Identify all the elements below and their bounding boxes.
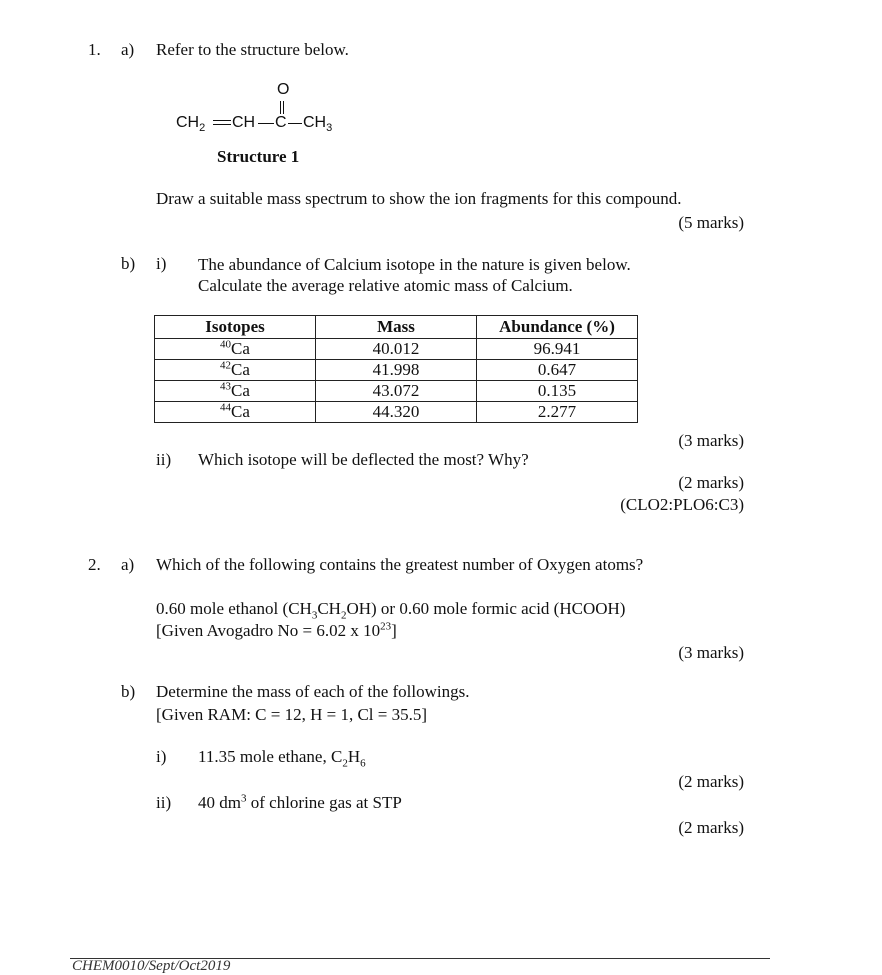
header-isotopes: Isotopes: [155, 316, 316, 339]
q2b-line1: Determine the mass of each of the followings.: [156, 682, 470, 701]
mass-cell: 40.012: [316, 339, 477, 360]
q2a-given: [Given Avogadro No = 6.02 x $10^{23}$]: [156, 620, 397, 640]
q1b-i-marks: (3 marks): [678, 431, 744, 450]
abundance-cell: 96.941: [477, 339, 638, 360]
q2b-i-marks: (2 marks): [678, 772, 744, 791]
carbonyl-double-bond: [280, 101, 284, 114]
q1b-ii-marks: (2 marks): [678, 473, 744, 492]
structure-c: C: [275, 114, 287, 131]
table-row: [155, 339, 638, 360]
table-row: [155, 402, 638, 423]
q2a-marks: (3 marks): [678, 643, 744, 662]
structure-ch3: $CH_3$: [303, 114, 333, 135]
mass-cell: 43.072: [316, 381, 477, 402]
isotope-cell: $^{43}$Ca: [155, 381, 316, 402]
q1b-label: b): [121, 254, 136, 273]
q1b-i-label: i): [156, 254, 167, 273]
table-row: [155, 360, 638, 381]
mass-cell: 41.998: [316, 360, 477, 381]
structure-ch: CH: [232, 114, 256, 131]
single-bond-1: [258, 123, 274, 124]
footer-code: CHEM0010/Sept/Oct2019: [72, 958, 231, 974]
q2b-line2: [Given RAM: C = 12, H = 1, Cl = 35.5]: [156, 705, 428, 724]
q2b-ii-text: 40 $dm^3$ of chlorine gas at STP: [198, 792, 402, 812]
structure-oxygen: O: [277, 81, 290, 98]
q2b-label: b): [121, 682, 136, 701]
abundance-cell: 0.135: [477, 381, 638, 402]
q1a-text: Refer to the structure below.: [156, 40, 349, 59]
structure-caption: Structure 1: [217, 147, 300, 166]
abundance-cell: 2.277: [477, 402, 638, 423]
q1a-label: a): [121, 40, 135, 59]
isotope-cell: $^{40}$Ca: [155, 339, 316, 360]
q2-number: 2.: [88, 555, 101, 574]
double-bond: [213, 120, 231, 125]
table-header-row: [155, 316, 638, 339]
q2b-i-label: i): [156, 747, 167, 766]
q1a-task: Draw a suitable mass spectrum to show the ion fragments for this compound.: [156, 189, 682, 208]
q1-number: 1.: [88, 40, 101, 59]
q2a-options: 0.60 mole ethanol $(CH_3CH_2OH)$ or 0.60 mole formic acid (HCOOH): [156, 599, 626, 622]
clo-reference: (CLO2:PLO6:C3): [620, 495, 744, 514]
header-abundance: Abundance (%): [477, 316, 638, 339]
isotope-cell: $^{42}$Ca: [155, 360, 316, 381]
mass-cell: 44.320: [316, 402, 477, 423]
table-row: [155, 381, 638, 402]
isotope-table: [154, 315, 638, 423]
single-bond-2: [288, 123, 302, 124]
structure-1: [176, 82, 376, 137]
q2a-label: a): [121, 555, 135, 574]
q1b-i-line1: The abundance of Calcium isotope in the nature is given below.: [198, 255, 631, 274]
q2b-ii-label: ii): [156, 793, 172, 812]
structure-ch2: $CH_2$: [176, 114, 206, 135]
q1b-ii-label: ii): [156, 450, 172, 469]
q2b-i-text: 11.35 mole ethane, $C_2H_6$: [198, 747, 366, 770]
abundance-cell: 0.647: [477, 360, 638, 381]
isotope-cell: $^{44}$Ca: [155, 402, 316, 423]
q1a-marks: (5 marks): [678, 213, 744, 232]
q2a-text: Which of the following contains the greatest number of Oxygen atoms?: [156, 555, 644, 574]
q1b-i-line2: Calculate the average relative atomic mass of Calcium.: [198, 276, 573, 295]
q1b-ii-text: Which isotope will be deflected the most? Why?: [198, 450, 529, 469]
q2b-ii-marks: (2 marks): [678, 818, 744, 837]
header-mass: Mass: [316, 316, 477, 339]
